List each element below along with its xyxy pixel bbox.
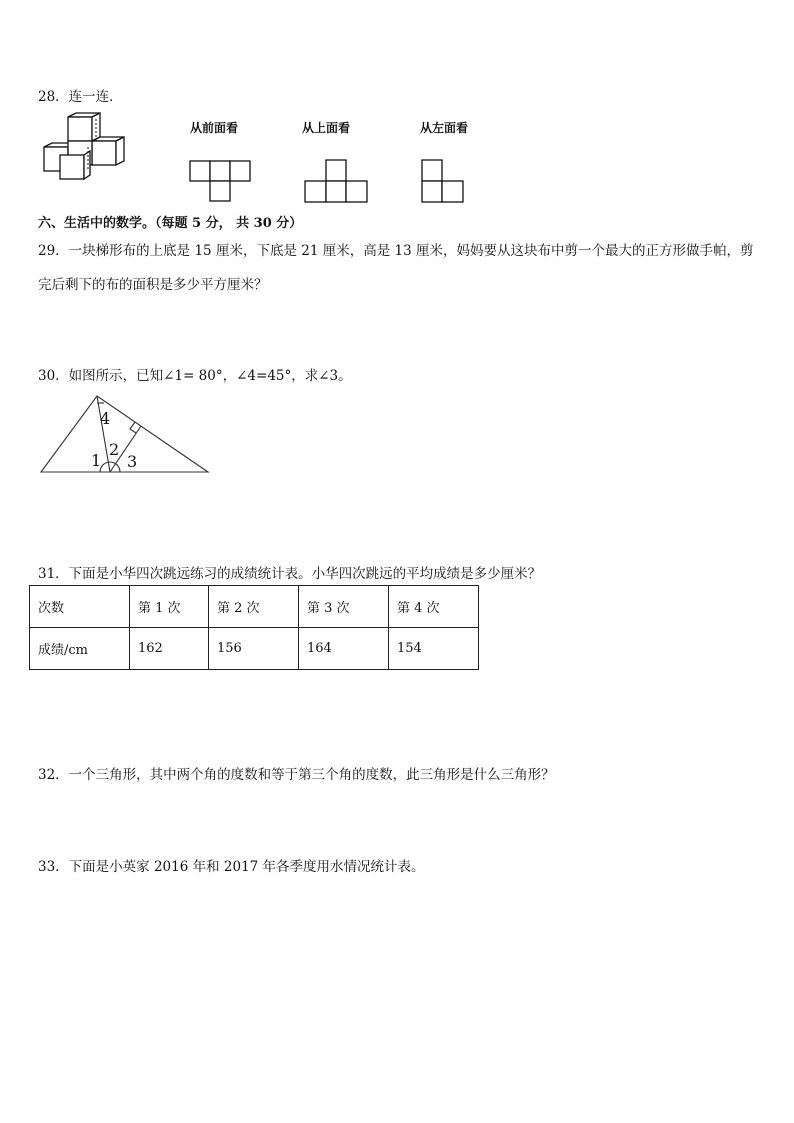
front-view-shape[interactable] xyxy=(189,160,251,202)
section-6-title: 六、生活中的数学。（每题 5 分， 共 30 分） xyxy=(38,216,303,231)
table-header-cell: 第 2 次 xyxy=(209,586,299,628)
q30-text: 30．如图所示，已知∠1= 80°，∠4=45°，求∠3。 xyxy=(38,368,352,384)
left-view-label: 从左面看 xyxy=(420,121,469,135)
q28-text: 28．连一连． xyxy=(38,89,123,105)
angle-1-label: 1 xyxy=(91,451,102,470)
angle-4-label: 4 xyxy=(100,409,111,428)
top-view-shape[interactable] xyxy=(304,159,368,203)
table-cell: 154 xyxy=(389,628,479,670)
table-header-cell: 第 1 次 xyxy=(130,586,209,628)
cube-stack-figure xyxy=(40,113,140,183)
table-cell: 156 xyxy=(209,628,299,670)
table-header-cell: 第 3 次 xyxy=(299,586,389,628)
table-header-row xyxy=(30,586,479,628)
triangle-figure xyxy=(38,394,213,476)
angle-2-label: 2 xyxy=(109,440,120,459)
q32-text: 32．一个三角形，其中两个角的度数和等于第三个角的度数，此三角形是什么三角形？ xyxy=(38,767,555,783)
table-row xyxy=(30,628,479,670)
table-header-cell: 次数 xyxy=(30,586,130,628)
top-view-label: 从上面看 xyxy=(302,121,351,135)
table-header-cell: 第 4 次 xyxy=(389,586,479,628)
jump-score-table xyxy=(29,585,479,670)
q29-line1: 29．一块梯形布的上底是 15 厘米，下底是 21 厘米，高是 13 厘米，妈妈要从这块布中剪一个最大的正方形做手帕，剪 xyxy=(38,243,754,259)
q33-text: 33．下面是小英家 2016 年和 2017 年各季度用水情况统计表。 xyxy=(38,859,425,875)
q31-text: 31．下面是小华四次跳远练习的成绩统计表。小华四次跳远的平均成绩是多少厘米？ xyxy=(38,566,542,582)
q29-line2: 完后剩下的布的面积是多少平方厘米？ xyxy=(38,277,268,293)
table-cell: 164 xyxy=(299,628,389,670)
front-view-label: 从前面看 xyxy=(190,121,239,135)
table-cell: 162 xyxy=(130,628,209,670)
table-row-label: 成绩/cm xyxy=(30,628,130,670)
left-view-shape[interactable] xyxy=(421,159,465,204)
angle-3-label: 3 xyxy=(127,452,138,471)
